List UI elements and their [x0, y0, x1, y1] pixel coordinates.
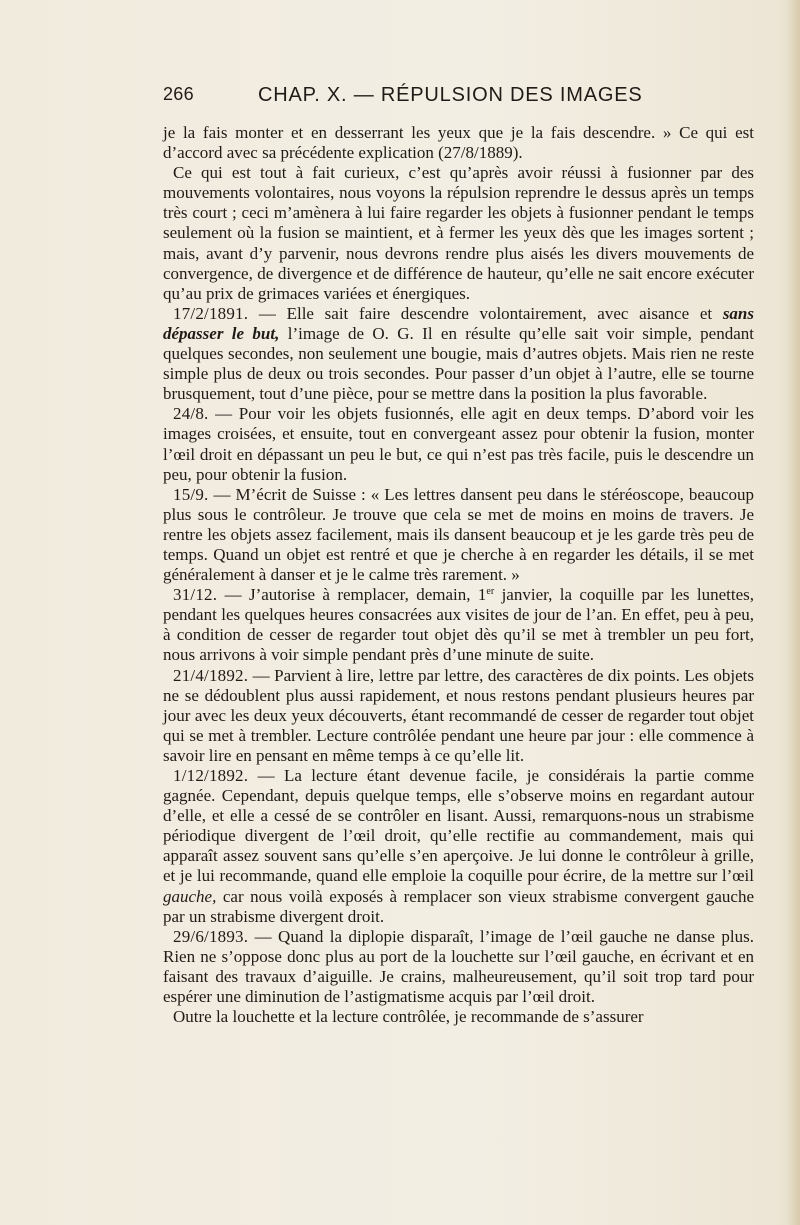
journal-entry: [163, 927, 754, 1007]
entry-date: 21/4/1892.: [173, 665, 249, 685]
journal-entry: [163, 304, 754, 404]
paragraph-text: je la fais monter et en desserrant les yeux que je la fais descendre. » Ce qui est d’accord avec sa précédente explication (27/8/1889).: [163, 123, 754, 163]
entry-text: — J’autorise à remplacer, demain, 1: [217, 585, 487, 605]
journal-entry: [163, 404, 754, 484]
paragraph: [163, 1007, 754, 1027]
entry-text: — Quand la diplopie disparaît, l’image de l’œil gauche ne danse plus. Rien ne s’oppose donc plus au port de la louchette sur l’œil gauche, en écrivant et en faisant des travaux d’aiguille. Je crains, malheureusement, qu’il soit trop tard pour espérer une diminution de l’astigmatisme acquis par l’œil droit.: [163, 926, 754, 1007]
paragraph-text: Ce qui est tout à fait curieux, c’est qu’après avoir réussi à fusionner par des mouvements volontaires, nous voyons la répulsion reprendre le dessus après un temps très court ; ceci m’amènera à lui faire regarder les objets à fusionner pendant le temps seulement où la fusion se maintient, et à fermer les yeux dès que les images sortent ; mais, avant d’y parvenir, nous devrons rendre plus aisés les divers mouvements de convergence, de divergence et de différence de hauteur, qu’elle ne sait encore exécuter qu’au prix de grimaces variées et énergiques.: [163, 163, 754, 303]
entry-date: 15/9.: [173, 484, 209, 504]
running-head: CHAP. X. — RÉPULSION DES IMAGES: [258, 84, 643, 106]
entry-text: — Elle sait faire descendre volontairement, avec aisance et: [248, 303, 723, 323]
page-edge-shadow: [788, 0, 800, 1225]
journal-entry: [163, 585, 754, 665]
journal-entry: [163, 485, 754, 585]
entry-date: 31/12.: [173, 585, 218, 605]
entry-text: janvier, la coquille par les lunettes, pendant les quelques heures consacrées aux visites de jour de l’an. En effet, peu à peu, à condition de cesser de regarder tout objet dès qu’il se met à trembler un peu fort, nous arrivons à voir simple pendant près d’une minute de suite.: [163, 585, 754, 665]
entry-date: 1/12/1892.: [173, 766, 249, 785]
journal-entry: [163, 766, 754, 927]
paragraph-text: Outre la louchette et la lecture contrôlée, je recommande de s’assurer: [173, 1007, 644, 1027]
entry-text: l’image de O. G. Il en résulte qu’elle sait voir simple, pendant quelques secondes, non seulement une bougie, mais d’autres objets. Mais rien ne reste simple plus de deux ou trois secondes. Pour passer d’un objet à l’autre, elle se tourne brusquement, tout d’une pièce, pour se mettre dans la position la plus favorable.: [163, 323, 754, 404]
entry-emphasis: gauche,: [163, 886, 217, 906]
entry-text: — M’écrit de Suisse : « Les lettres dansent peu dans le stéréoscope, beaucoup plus sous le contrôleur. Je trouve que cela se met de moins en moins de travers. Je rentre les objets assez facilement, mais ils dansent beaucoup et je les garde très peu de temps. Quand un objet est rentré et que je cherche à en regarder les détails, il se met généralement à danser et je le calme très rarement. »: [163, 484, 754, 585]
entry-date: 17/2/1891.: [173, 303, 249, 323]
entry-text: — La lecture étant devenue facile, je considérais la partie comme gagnée. Cependant, depuis quelque temps, elle s’observe moins en regardant autour d’elle, et elle a cessé de se contrôler en lisant. Aussi, remarquons-nous un strabisme périodique divergent de l’œil droit, qu’elle rectifie au commandement, mais qui apparaît assez souvent sans qu’elle s’en aperçoive. Je lui donne le contrôleur à grille, et je lui recommande, quand elle emploie la coquille pour écrire, de la mettre sur l’œil: [163, 766, 754, 886]
superscript: er: [486, 586, 495, 598]
entry-text: car nous voilà exposés à remplacer son vieux strabisme convergent gauche par un strabisme divergent droit.: [163, 886, 754, 926]
paragraph: [163, 163, 754, 304]
paragraph: [163, 123, 754, 163]
entry-date: 24/8.: [173, 404, 209, 424]
entry-date: 29/6/1893.: [173, 926, 249, 946]
entry-text: — Pour voir les objets fusionnés, elle agit en deux temps. D’abord voir les images croisées, et ensuite, tout en convergeant assez pour obtenir la fusion, monter l’œil droit en dépassant un peu le but, ce qui n’est pas très facile, puis le descendre un peu, pour obtenir la fusion.: [163, 404, 754, 484]
body-text: [163, 123, 754, 1027]
entry-emphasis: sans dépasser le but,: [163, 303, 754, 343]
journal-entry: [163, 666, 754, 766]
entry-text: — Parvient à lire, lettre par lettre, des caractères de dix points. Les objets ne se dédoublent plus aussi rapidement, et nous restons pendant plusieurs heures par jour avec les deux yeux découverts, étant recommandé de cesser de regarder tout objet qui se met à trembler. Lecture contrôlée pendant une heure par jour : elle commence à savoir lire en pensant en même temps à ce qu’elle lit.: [163, 665, 754, 765]
page-header: [163, 84, 763, 112]
page-number: 266: [163, 84, 194, 104]
